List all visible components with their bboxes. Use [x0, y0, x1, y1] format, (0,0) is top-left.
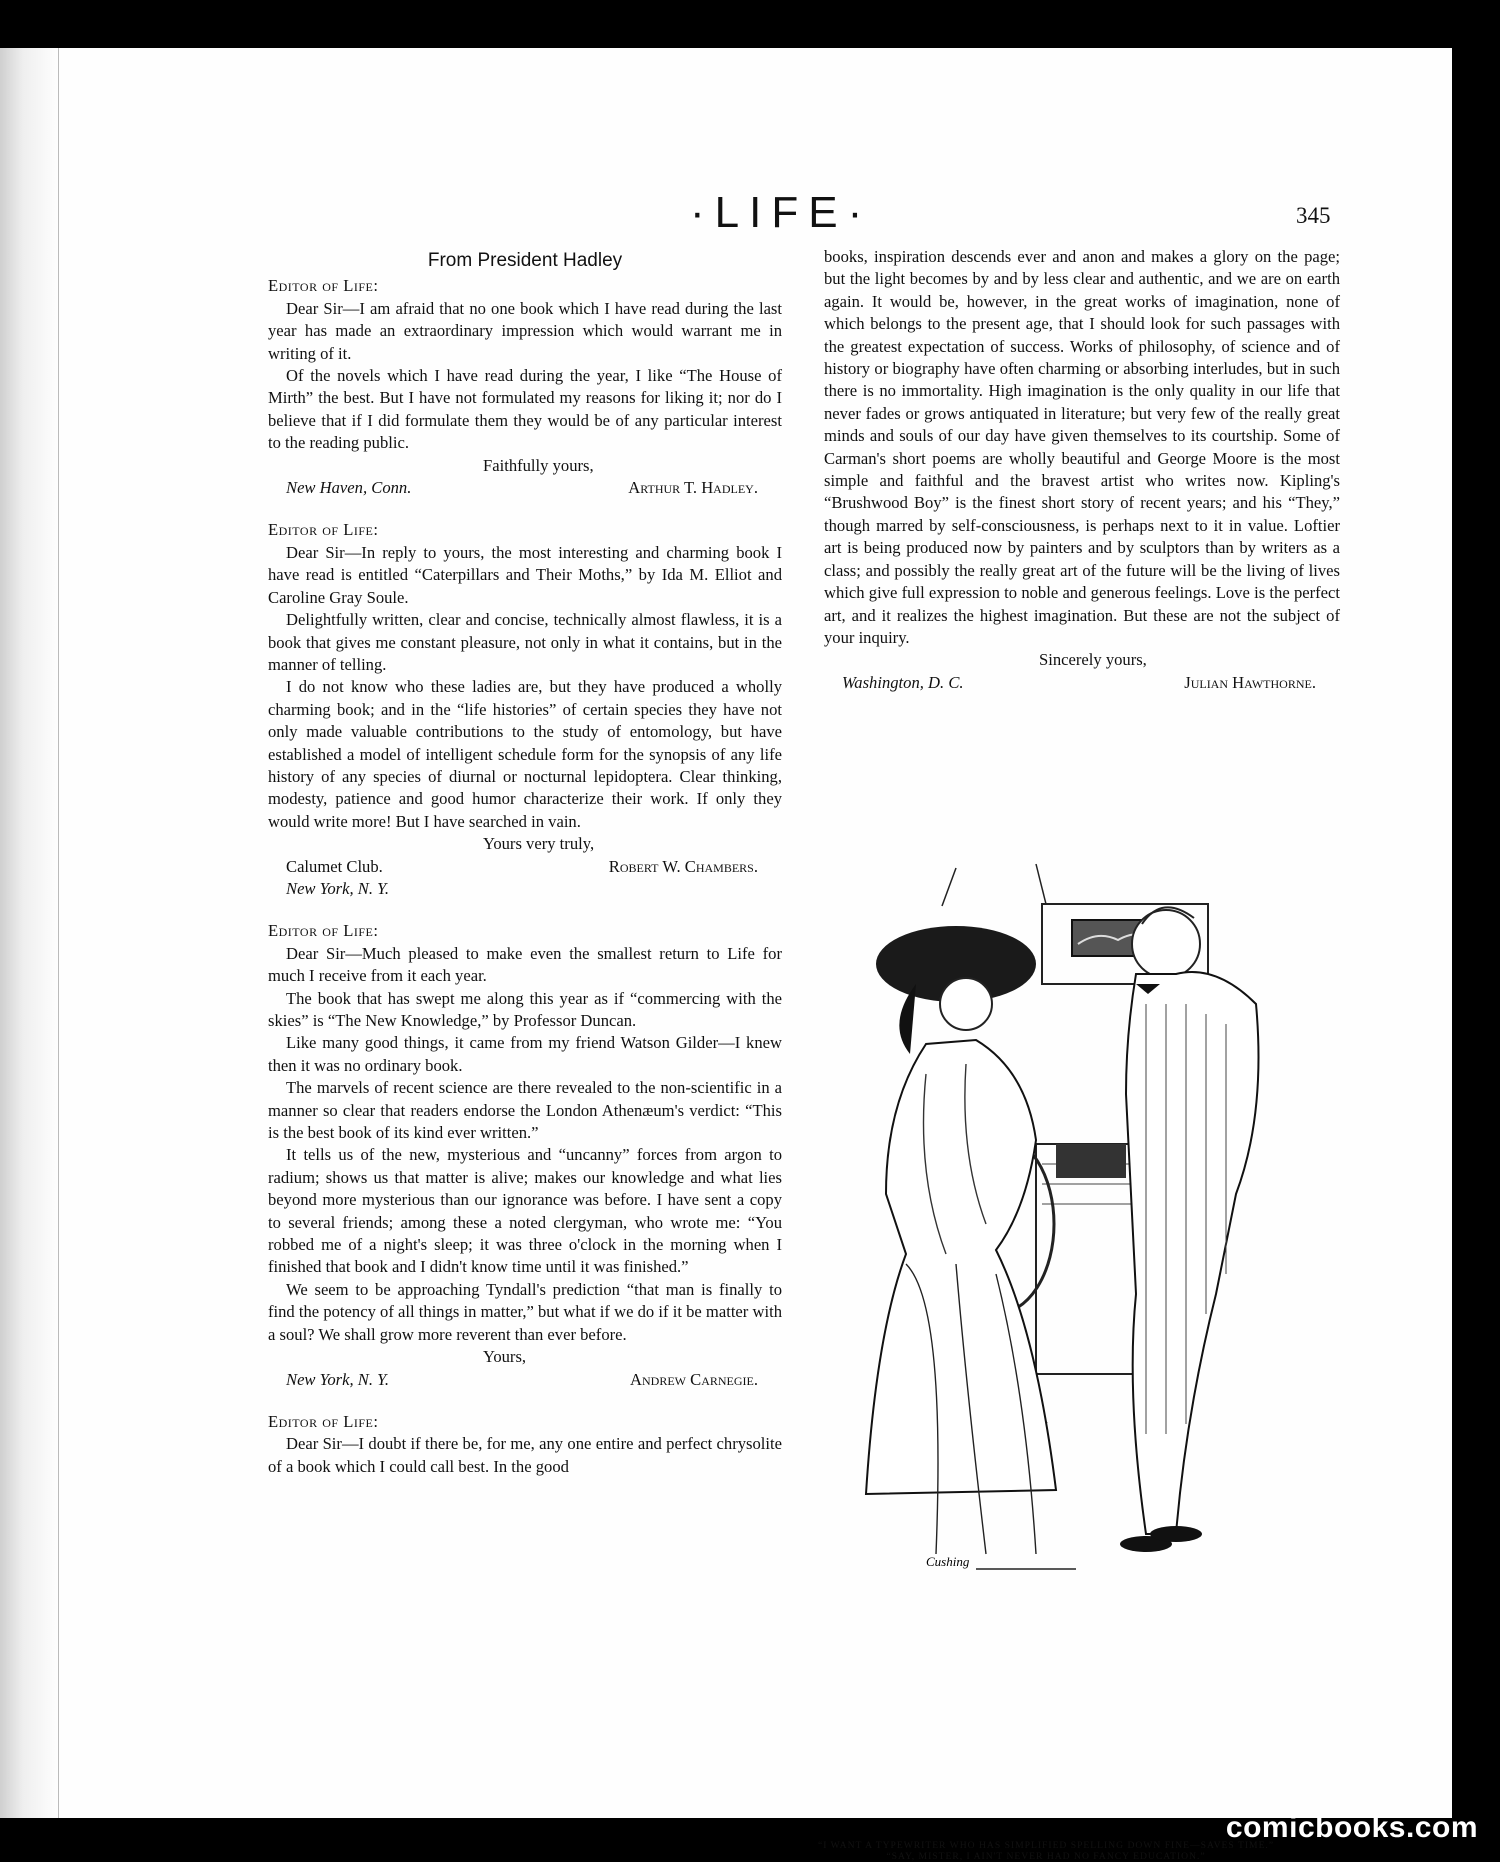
- salutation: Editor of Life:: [268, 276, 379, 296]
- salutation: Editor of Life:: [268, 520, 379, 540]
- letter-paragraph: I do not know who these ladies are, but they have produced a wholly charming book; and in the “life histories” of certain species they have not only made valuable contributions to the study of entomology, but have established a model of intelligent schedule form for the synopsis of any life history of any species of diurnal or nocturnal lepidoptera. Clear thinking, modesty, patience and good humor characterize their work. If only they would write more! But I have searched in vain.: [268, 677, 782, 831]
- signature-line: [268, 477, 782, 499]
- salutation: Editor of Life:: [268, 1411, 379, 1431]
- letter-paragraph: Like many good things, it came from my friend Watson Gilder—I knew then it was no ordinary book.: [268, 1033, 782, 1075]
- signature-line: [268, 878, 782, 900]
- letter-paragraph: The marvels of recent science are there revealed to the non-scientific in a manner so clear that readers endorse the London Athenæum's verdict: “This is the best book of its kind ever written.”: [268, 1078, 782, 1143]
- letter-closing: Yours very truly,: [483, 834, 595, 854]
- artist-signature: Cushing: [926, 1554, 970, 1569]
- caption-line: “SAY, MISTER, I AIN'T NEVER HAD NO FANCY EDUCATION.”: [886, 1851, 1206, 1862]
- letter-place: New York, N. Y.: [286, 1369, 389, 1389]
- salutation: Editor of Life:: [268, 921, 379, 941]
- masthead: ·LIFE·: [690, 188, 873, 237]
- signature-line: [268, 1369, 782, 1391]
- letter-closing: Yours,: [483, 1347, 527, 1367]
- letter-signature: Julian Hawthorne.: [1184, 672, 1316, 692]
- right-column: [824, 246, 1340, 694]
- letter-paragraph: Dear Sir—I am afraid that no one book which I have read during the last year has made an extraordinary impression which would warrant me in writing of it.: [268, 298, 782, 363]
- man-head: [1132, 910, 1200, 978]
- letter-paragraph: We seem to be approaching Tyndall's prediction “that man is finally to find the potency of all things in matter,” but what if we do if it be matter with a soul? We shall grow more reverent than ever before.: [268, 1279, 782, 1344]
- letter-signature: Arthur T. Hadley.: [628, 478, 758, 498]
- letter-paragraph: Dear Sir—In reply to yours, the most interesting and charming book I have read is entitled “Caterpillars and Their Moths,” by Ida M. Elliot and Caroline Gray Soule.: [268, 542, 782, 607]
- letter-paragraph: books, inspiration descends ever and anon and makes a glory on the page; but the light becomes by and by less clear and authentic, and we are on earth again. It would be, however, in the great works of imagination, none of which belongs to the present age, that I should look for such passages with the greatest expectation of success. Works of philosophy, of science and of history or biography have often charming or absorbing interludes, but in such there is no immortality. High imagination is the only quality in our life that never fades or grows antiquated in literature; but very few of the really great minds and souls of our day have given themselves to its courtship. Some of Carman's short poems are wholly beautiful and George Moore is the most simple and faithful and the bravest artist who writes now. Kipling's “Brushwood Boy” is the finest short story of recent years; and his “They,” though marred by self-consciousness, is perhaps next to it in value. Loftier art is being produced now by painters and by sculptors than by writers as a class; and possibly the really great art of the future will be the living of lives which give full expression to noble and generous feelings. Love is the perfect art, and it realizes the highest imagination. But these are not the subject of your inquiry.: [824, 247, 1340, 647]
- letter-closing: Sincerely yours,: [1039, 650, 1147, 670]
- letter-paragraph: Dear Sir—I doubt if there be, for me, any one entire and perfect chrysolite of a book which I could call best. In the good: [268, 1434, 782, 1476]
- letter-place: Washington, D. C.: [842, 672, 964, 692]
- cartoon-illustration: [846, 844, 1356, 1584]
- signature-line: [268, 856, 782, 878]
- letter-place: Calumet Club.: [286, 856, 383, 876]
- letter-signature: Andrew Carnegie.: [630, 1369, 758, 1389]
- page-number: 345: [1296, 203, 1331, 228]
- letter-place: New Haven, Conn.: [286, 478, 412, 498]
- site-watermark: comicbooks.com: [1225, 1811, 1478, 1844]
- letter-signature: Robert W. Chambers.: [608, 856, 758, 876]
- letter-paragraph: Delightfully written, clear and concise, technically almost flawless, it is a book that gives me constant pleasure, not only in what it contains, but in the manner of telling.: [268, 610, 782, 674]
- typewriter: [1056, 1144, 1126, 1178]
- letter-closing: Faithfully yours,: [483, 455, 594, 475]
- letter-paragraph: It tells us of the new, mysterious and “uncanny” forces from argon to radium; shows us that matter is alive; makes our knowledge and what lies beyond more mysterious than our ignorance was before. I have sent a copy to several friends; among these a noted clergyman, who wrote me: “You robbed me of a night's sleep; it was three o'clock in the morning when I finished that book and I didn't know time until it was finished.”: [268, 1145, 782, 1277]
- letter-paragraph: The book that has swept me along this year as if “commercing with the skies” is “The New Knowledge,” by Professor Duncan.: [268, 988, 782, 1030]
- illustration-caption: [818, 1840, 1274, 1862]
- letter-paragraph: Dear Sir—Much pleased to make even the smallest return to Life for much I receive from it each year.: [268, 943, 782, 986]
- left-column: [268, 248, 782, 1478]
- woman-figure: [866, 1040, 1056, 1494]
- letter-place: New York, N. Y.: [286, 878, 389, 898]
- caption-line: “I WANT A TYPEWRITER WHO HAS SIMPLIFIED SPELLING DOWN FINE—SAVES TIME.”: [818, 1840, 1275, 1851]
- article-heading: From President Hadley: [427, 250, 623, 271]
- binding-gutter: [0, 48, 59, 1818]
- letter-paragraph: Of the novels which I have read during the year, I like “The House of Mirth” the best. But I have not formulated my reasons for liking it; nor do I believe that if I did formulate them they would be of any particular interest to the reading public.: [268, 366, 782, 453]
- signature-line: [824, 672, 1340, 694]
